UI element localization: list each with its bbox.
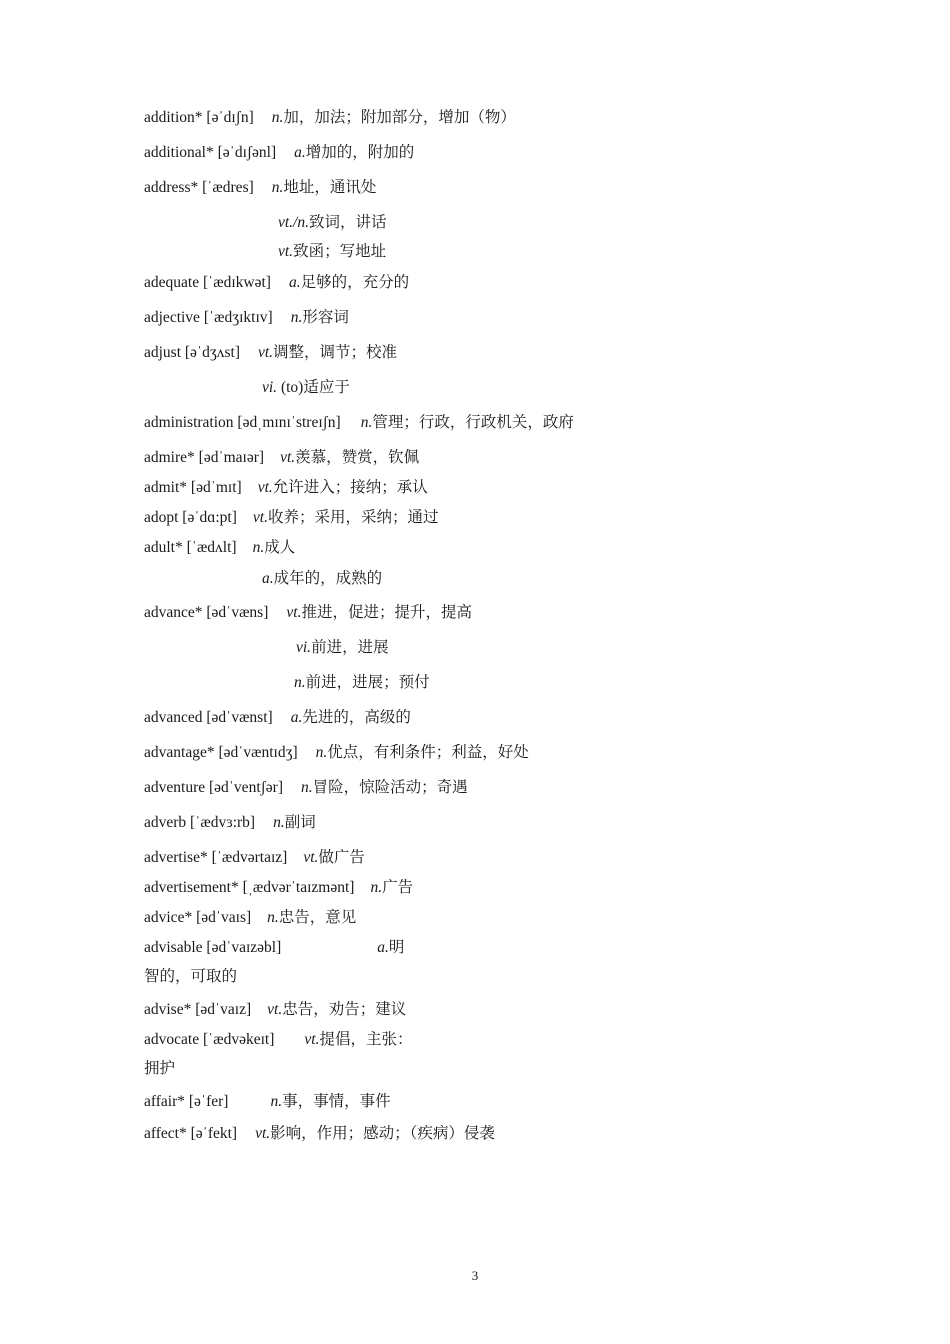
entry-definition: 地址，通讯处 [283,179,377,196]
entry-advanced [144,708,411,728]
entry-word: additional* [əˈdɪʃənl] [144,144,277,161]
entry-address-sense-3 [278,242,386,262]
entry-pos: n. [315,744,328,761]
entry-admit [144,478,428,498]
entry-definition: 明 [388,939,405,956]
entry-pos: n. [271,109,284,126]
entry-word: advertisement* [ˌædvərˈtaɪzmənt] [144,879,355,896]
entry-pos: vt. [278,243,294,260]
entry-adverb [144,813,316,833]
entry-definition: 收养；采用，采纳；通过 [267,509,439,526]
entry-pos: vi. [262,379,278,396]
entry-pos: a. [262,570,274,587]
entry-definition: 影响，作用；感动；（疾病）侵袭 [270,1125,495,1142]
entry-pos: vt. [280,449,296,466]
entry-word: adverb [ˈædvɜ:rb] [144,814,256,831]
entry-definition: (to)适应于 [277,379,350,396]
entry-definition: 调整，调节；校准 [273,344,398,361]
entry-adopt [144,508,438,528]
entry-advance [144,603,472,623]
entry-definition: 成人 [264,539,296,556]
entry-advance-sense-3 [294,673,430,693]
entry-definition: 增加的，附加的 [305,144,415,161]
entry-word: advance* [ədˈvæns] [144,604,269,621]
entry-word: adult* [ˈædʌlt] [144,539,237,556]
entry-word: advise* [ədˈvaɪz] [144,1001,252,1018]
entry-advisable-wrap [144,967,237,987]
entry-pos: n. [301,779,313,796]
entry-definition: 推进，促进；提升，提高 [301,604,472,621]
entry-definition: 加，加法；附加部分，增加（物） [283,109,516,126]
entry-pos: vt. [303,849,319,866]
entry-word: affect* [əˈfekt] [144,1125,238,1142]
entry-definition: 足够的，充分的 [300,274,410,291]
entry-address-sense-2 [278,213,387,233]
entry-additional [144,143,414,163]
entry-definition: 做广告 [318,849,365,866]
entry-advantage [144,743,529,763]
entry-advertisement [144,878,413,898]
entry-pos: vt. [255,1125,271,1142]
entry-pos: n. [271,179,284,196]
entry-admire [144,448,419,468]
entry-pos: a. [377,939,389,956]
entry-advance-sense-2 [296,638,389,658]
entry-affect [144,1124,495,1144]
entry-adjective [144,308,349,328]
entry-advocate-wrap [144,1059,175,1079]
entry-word: adjust [əˈdʒʌst] [144,344,240,361]
entry-word: adopt [əˈdɑ:pt] [144,509,237,526]
page-number: 3 [471,1268,479,1283]
entry-pos: n. [270,1093,283,1110]
entry-adequate [144,273,409,293]
entry-word: administration [ədˌmɪnɪˈstreɪʃn] [144,414,341,431]
entry-pos: vt. [257,479,273,496]
entry-word: adequate [ˈædɪkwət] [144,274,271,291]
entry-advocate [144,1030,412,1050]
entry-adventure [144,778,468,798]
entry-word: address* [ˈædres] [144,179,254,196]
entry-pos: n. [273,814,285,831]
entry-definition: 优点，有利条件；利益，好处 [327,744,529,761]
entry-word: advice* [ədˈvaɪs] [144,909,252,926]
entry-adjust-sense-2 [262,378,350,398]
entry-definition: 羡慕，赞赏，钦佩 [295,449,420,466]
entry-pos: vt./n. [278,214,309,231]
entry-word: advanced [ədˈvænst] [144,709,273,726]
entry-definition: 提倡，主张： [319,1031,413,1048]
entry-pos: a. [290,709,303,726]
entry-definition: 前进，进展 [311,639,389,656]
entry-adult-sense-2 [262,569,382,589]
entry-definition: 致函；写地址 [293,243,387,260]
entry-word: adjective [ˈædʒɪktɪv] [144,309,273,326]
entry-word: advocate [ˈædvəkeɪt] [144,1031,275,1048]
entry-word: advertise* [ˈædvərtaɪz] [144,849,288,866]
entry-pos: a. [294,144,306,161]
entry-advertise [144,848,365,868]
entry-pos: vt. [304,1031,320,1048]
entry-definition: 忠告，劝告；建议 [282,1001,407,1018]
entry-advise [144,1000,406,1020]
entry-pos: n. [294,674,306,691]
entry-definition: 忠告，意见 [278,909,357,926]
entry-address [144,178,376,198]
entry-word: admire* [ədˈmaɪər] [144,449,265,466]
entry-adult [144,538,295,558]
entry-adjust [144,343,397,363]
entry-pos: n. [290,309,303,326]
entry-word: addition* [əˈdɪʃn] [144,109,254,126]
entry-affair [144,1092,391,1112]
entry-word: affair* [əˈfer] [144,1093,229,1110]
entry-pos: vt. [257,344,274,361]
entry-definition: 成年的，成熟的 [273,570,383,587]
entry-pos: a. [288,274,301,291]
entry-continuation: 智的，可取的 [144,968,238,985]
entry-definition: 广告 [382,879,414,896]
entry-pos: vt. [286,604,302,621]
entry-pos: n. [370,879,383,896]
entry-definition: 允许进入；接纳；承认 [272,479,428,496]
entry-definition: 副词 [284,814,316,831]
entry-continuation: 拥护 [144,1060,176,1077]
entry-word: advantage* [ədˈvæntɪdʒ] [144,744,298,761]
entry-definition: 形容词 [302,309,349,326]
entry-definition: 先进的，高级的 [302,709,411,726]
entry-word: adventure [ədˈventʃər] [144,779,283,796]
entry-advice [144,908,356,928]
entry-pos: vi. [296,639,312,656]
entry-pos: vt. [267,1001,283,1018]
entry-word: advisable [ədˈvaɪzəbl] [144,939,282,956]
entry-addition [144,108,516,128]
entry-administration [144,413,574,433]
entry-definition: 管理；行政，行政机关，政府 [372,414,574,431]
entry-pos: n. [267,909,279,926]
entry-definition: 冒险，惊险活动；奇遇 [312,779,468,796]
entry-definition: 事，事情，事件 [282,1093,391,1110]
entry-pos: n. [252,539,265,556]
entry-word: admit* [ədˈmɪt] [144,479,242,496]
entry-advisable [144,938,404,958]
entry-pos: vt. [252,509,268,526]
entry-pos: n. [360,414,373,431]
entry-definition: 前进，进展；预付 [305,674,430,691]
entry-definition: 致词，讲话 [309,214,387,231]
